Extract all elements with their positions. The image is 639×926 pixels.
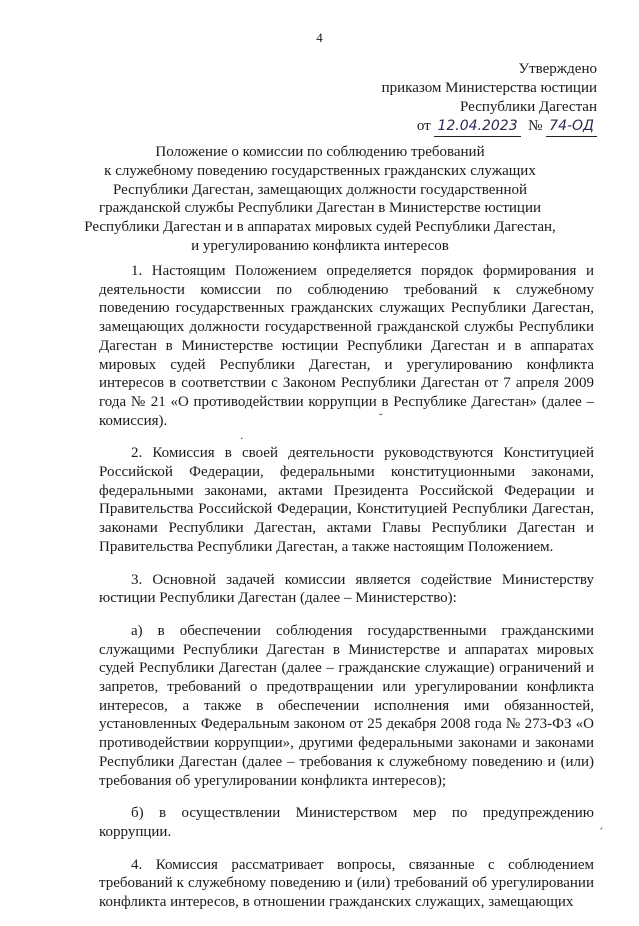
handwritten-order-number: 74-ОД <box>546 117 597 137</box>
document-body <box>99 262 594 926</box>
paragraph-4: 4. Комиссия рассматривает вопросы, связанные с соблюдением требований к служебному поведению и (или) требований об урегулировании конфликта интересов, в отношении гражданских служащих, замещающих <box>99 856 594 911</box>
date-prefix: от <box>416 118 431 134</box>
scan-speck-icon: · <box>240 432 244 445</box>
approval-stamp-block <box>382 60 597 137</box>
handwritten-date: 12.04.2023 <box>434 117 520 137</box>
margin-tick-icon: ˊ <box>598 826 604 839</box>
title-line: Положение о комиссии по соблюдению требований <box>155 144 485 160</box>
number-prefix: № <box>528 118 543 134</box>
paragraph-1: 1. Настоящим Положением определяется порядок формирования и деятельности комиссии по соблюдению требований к служебному поведению государственных гражданских служащих Республики Дагестан, замещающих должности государственной гражданской службы Республики Дагестан в Министерстве юстиции Республики Дагестан и в аппаратах мировых судей Республики Дагестан, и урегулированию конфликта интересов в соответствии с Законом Республики Дагестан от 7 апреля 2009 года № 21 «О противодействии коррупции в Республике Дагестан» (далее – комиссия). <box>99 263 594 429</box>
title-line: Республики Дагестан и в аппаратах мировых судей Республики Дагестан, <box>84 219 556 236</box>
paragraph-2: 2. Комиссия в своей деятельности руководствуются Конституцией Российской Федерации, федеральными конституционными законами, федеральными законами, актами Президента Российской Федерации и Правительства Российской Федерации, Конституцией Республики Дагестан, законами Республики Дагестан, актами Главы Республики Дагестан и Правительства Республики Дагестан, а также настоящим Положением. <box>99 445 594 555</box>
scan-speck-icon: ˘ <box>378 412 384 425</box>
title-line: Республики Дагестан, замещающих должности государственной <box>112 181 527 198</box>
document-title <box>70 143 570 256</box>
approval-heading: Утверждено <box>518 61 597 77</box>
paragraph-3b: б) в осуществлении Министерством мер по предупреждению коррупции. <box>99 805 594 840</box>
approval-order: приказом Министерства юстиции <box>381 80 597 96</box>
paragraph-3a: а) в обеспечении соблюдения государственными гражданскими служащими Республики Дагестан в Министерстве и аппаратах мировых судей Республики Дагестан (далее – гражданские служащие) ограничений и запретов, требований о предотвращении или урегулировании конфликта интересов, а также в обеспечении исполнения ими обязанностей, установленных Федеральным законом от 25 декабря 2008 года № 273-ФЗ «О противодействии коррупции», другими федеральными законами и законами Республики Дагестан (далее – требования к служебному поведению и (или) требования об урегулировании конфликта интересов); <box>99 622 594 789</box>
title-line: к служебному поведению государственных гражданских служащих <box>104 162 536 179</box>
title-line: гражданской службы Республики Дагестан в Министерстве юстиции <box>99 200 541 217</box>
paragraph-3: 3. Основной задачей комиссии является содействие Министерству юстиции Республики Дагестан (далее – Министерство): <box>99 571 594 607</box>
approval-republic: Республики Дагестан <box>460 99 597 115</box>
approval-date-number-line <box>382 117 597 137</box>
title-line: и урегулированию конфликта интересов <box>191 237 449 254</box>
page-number: 4 <box>316 30 323 45</box>
